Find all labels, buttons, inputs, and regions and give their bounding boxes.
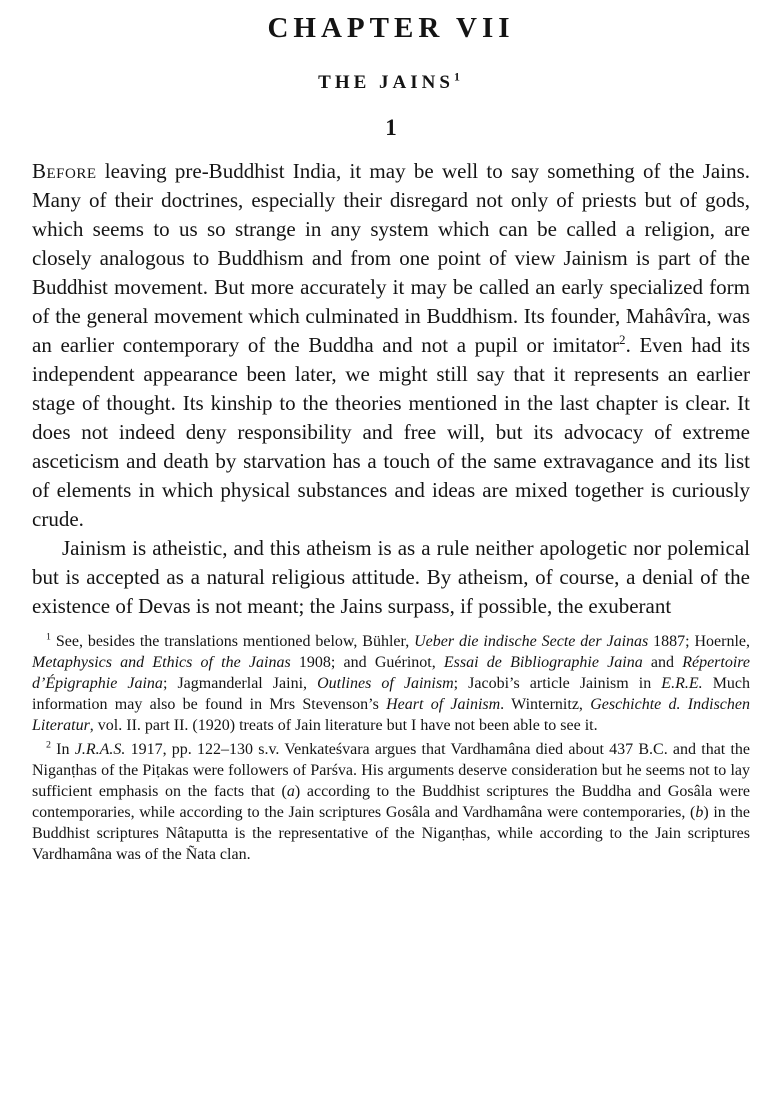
paragraph-1: Before leaving pre-Buddhist India, it may be well to say something of the Jains. Many of their doctrines, especially their disregard not only of priests but of gods, which seems to us so strange in any system which can be called a religion, are closely analogous to Buddhism and from one point of view Jainism is part of the Buddhist movement. But more accurately it may be called an early specialized form of the general movement which culminated in Buddhism. Its founder, Mahâvîra, was an earlier contemporary of the Buddha and not a pupil or imitator$^2$. Even had its independent appearance been later, we might still say that it represents an earlier stage of thought. Its kinship to the theories mentioned in the last chapter is clear. It does not indeed deny responsibility and free will, but its advocacy of extreme asceticism and death by starvation has a touch of the same extravagance and its list of elements in which physical substances and ideas are mixed together is curiously crude. [32, 159, 750, 531]
chapter-title: CHAPTER VII [267, 12, 515, 44]
section-title: THE JAINS$^1$ [318, 70, 464, 93]
body-text [32, 157, 750, 621]
section-number: 1 [385, 115, 397, 140]
footnote-1: $^1$ See, besides the translations mentioned below, Bühler, Ueber die indische Secte der Jainas 1887; Hoernle, Metaphysics and Ethics of the Jainas 1908; and Guérinot, Essai de Bibliographie Jaina and Répertoire d’Épigraphie Jaina; Jagmanderlal Jaini, Outlines of Jainism; Jacobi’s article Jainism in E.R.E. Much information may also be found in Mrs Stevenson’s Heart of Jainism. Winternitz, Geschichte d. Indischen Literatur, vol. II. part II. (1920) treats of Jain literature but I have not been able to see it. [32, 631, 751, 734]
footnote-2: $^2$ In J.R.A.S. 1917, pp. 122–130 s.v. Venkateśvara argues that Vardhamâna died about 437 B.C. and that the Niganṭhas of the Piṭakas were followers of Parśva. His arguments deserve consideration but he seems not to lay sufficient emphasis on the facts that (a) according to the Buddhist scriptures the Buddha and Gosâla were contemporaries, while according to the Jain scriptures Gosâla and Vardhamâna were contemporaries, (b) in the Buddhist scriptures Nâtaputta is the representative of the Niganṭhas, while according to the Jain scriptures Vardhamâna was of the Ñata clan. [32, 739, 751, 863]
footnotes [32, 631, 750, 865]
paragraph-2: Jainism is atheistic, and this atheism is as a rule neither apologetic nor polemical but is accepted as a natural religious attitude. By atheism, of course, a denial of the existence of Devas is not meant; the Jains surpass, if possible, the exuberant [32, 536, 750, 618]
